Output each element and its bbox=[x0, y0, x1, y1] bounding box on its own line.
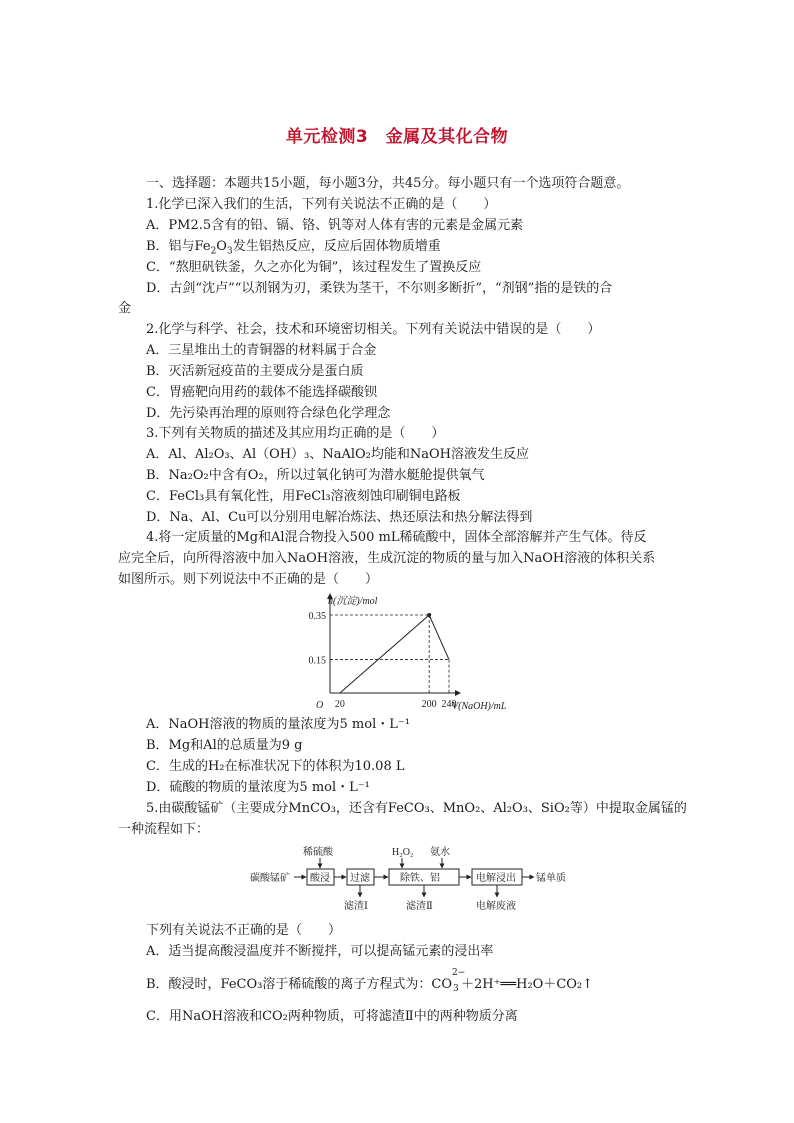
q5-stem-line2: 一种流程如下： bbox=[118, 822, 210, 837]
q4-stem-line2: 应完全后，向所得溶液中加入NaOH溶液，生成沉淀的物质的量与加入NaOH溶液的体积关系 bbox=[118, 551, 656, 566]
q5-b-charge: 2− bbox=[451, 968, 466, 978]
q2-option-d: D．先污染再治理的原则符合绿色化学理念 bbox=[146, 406, 391, 421]
q3-option-d: D．Na、Al、Cu可以分别用电解冶炼法、热还原法和热分解法得到 bbox=[146, 510, 533, 525]
q1-b-text: 发生铝热反应，反应后固体物质增重 bbox=[232, 239, 441, 254]
flow-input-ammonia: 氨水 bbox=[430, 847, 450, 858]
flow-box-acid-leach-label: 酸浸 bbox=[310, 873, 330, 884]
q1-option-b bbox=[146, 238, 441, 261]
q3-option-c: C．FeCl₃具有氧化性，用FeCl₃溶液刻蚀印刷铜电路板 bbox=[146, 489, 461, 504]
q5-process-flowchart bbox=[250, 843, 580, 915]
q1-option-d-cont: 金 bbox=[118, 301, 132, 316]
q2-option-c: C．胃癌靶向用药的载体不能选择碳酸钡 bbox=[146, 385, 377, 400]
q1-option-d: D．古剑“沈卢”“以剂钢为刃，柔铁为茎干，不尔则多断折”，“剂钢”指的是铁的合 bbox=[146, 281, 613, 296]
q5-stem-line1: 5.由碳酸锰矿（主要成分MnCO₃，还含有FeCO₃、MnO₂、Al₂O₃、SiO₂等）中提取金属锰的 bbox=[146, 801, 687, 816]
flow-input-h2o2: H₂O₂ bbox=[392, 847, 414, 858]
x-tick-label: 200 bbox=[421, 699, 437, 710]
page-title: 单元检测3 金属及其化合物 bbox=[285, 127, 509, 147]
series-line bbox=[340, 615, 449, 693]
q2-option-b: B．灭活新冠疫苗的主要成分是蛋白质 bbox=[146, 364, 364, 379]
section-heading: 一、选择题：本题共15小题，每小题3分，共45分。每小题只有一个选项符合题意。 bbox=[146, 176, 630, 191]
q5-b-text: B．酸浸时，FeCO₃溶于稀硫酸的离子方程式为：CO bbox=[146, 977, 452, 992]
q5-option-b bbox=[146, 968, 594, 994]
flow-box-electrolysis-label: 电解浸出 bbox=[476, 873, 516, 884]
q1-stem: 1.化学已深入我们的生活，下列有关说法不正确的是（ ） bbox=[146, 197, 497, 212]
y-tick-label: 0.35 bbox=[308, 611, 326, 622]
q4-option-c: C．生成的H₂在标准状况下的体积为10.08 L bbox=[146, 759, 405, 774]
flow-box-remove-fe-al-label: 除铁、铝 bbox=[400, 873, 440, 884]
q4-option-a: A．NaOH溶液的物质的量浓度为5 mol・L⁻¹ bbox=[146, 717, 410, 732]
q2-stem: 2.化学与科学、社会，技术和环境密切相关。下列有关说法中错误的是（ ） bbox=[146, 322, 601, 337]
q4-option-b: B．Mg和Al的总质量为9 g bbox=[146, 738, 303, 753]
q2-option-a: A．三星堆出土的青铜器的材料属于合金 bbox=[146, 343, 377, 358]
q1-option-c: C．“熬胆矾铁釜，久之亦化为铜”，该过程发生了置换反应 bbox=[146, 260, 482, 275]
y-tick-label: 0.15 bbox=[308, 655, 326, 667]
flow-input-sulfuric-acid: 稀硫酸 bbox=[303, 847, 333, 858]
q3-option-b: B．Na₂O₂中含有O₂，所以过氧化钠可为潜水艇舱提供氧气 bbox=[146, 468, 485, 483]
flow-output-residue-2: 滤渣Ⅱ bbox=[406, 901, 433, 912]
q1-option-a: A．PM2.5含有的铅、镉、铬、钒等对人体有害的元素是金属元素 bbox=[146, 218, 524, 233]
flow-end: 锰单质 bbox=[536, 873, 566, 884]
q5-b-subscript: 3 bbox=[452, 984, 459, 994]
y-axis-label: n(沉淀)/mol bbox=[328, 596, 378, 607]
flow-box-filter-label: 过滤 bbox=[350, 873, 370, 884]
q3-option-a: A．Al、Al₂O₃、Al（OH）₃、NaAlO₂均能和NaOH溶液发生反应 bbox=[146, 447, 529, 462]
q4-option-d: D．硫酸的物质的量浓度为5 mol・L⁻¹ bbox=[146, 780, 370, 795]
q5-ask: 下列有关说法不正确的是（ ） bbox=[146, 923, 342, 938]
q1-b-sub: 3 bbox=[226, 246, 233, 257]
q1-b-sub: 2 bbox=[210, 246, 217, 257]
q3-stem: 3.下列有关物质的描述及其应用均正确的是（ ） bbox=[146, 426, 445, 441]
x-tick-label: 20 bbox=[334, 699, 345, 710]
q1-b-text: O bbox=[216, 239, 227, 254]
x-tick-label: 240 bbox=[441, 699, 457, 710]
flow-start: 碳酸锰矿 bbox=[250, 873, 290, 884]
q1-b-text: B．铝与Fe bbox=[146, 239, 211, 254]
q4-stem-line3: 如图所示。则下列说法中不正确的是（ ） bbox=[118, 572, 379, 587]
q4-stem-line1: 4.将一定质量的Mg和Al混合物投入500 mL稀硫酸中，固体全部溶解并产生气体。待反 bbox=[146, 530, 647, 545]
q5-option-c: C．用NaOH溶液和CO₂两种物质，可将滤渣Ⅱ中的两种物质分离 bbox=[146, 1009, 518, 1024]
x-axis-label: V(NaOH)/mL bbox=[452, 701, 507, 712]
flow-output-residue-1: 滤渣Ⅰ bbox=[344, 901, 368, 912]
flow-output-waste: 电解废液 bbox=[476, 901, 516, 912]
q5-b-text: ＋2H⁺══H₂O＋CO₂↑ bbox=[460, 977, 594, 992]
origin-label: O bbox=[316, 700, 324, 711]
q5-option-a: A．适当提高酸浸温度并不断搅拌，可以提高锰元素的浸出率 bbox=[146, 944, 494, 959]
q4-precipitate-chart bbox=[280, 588, 540, 716]
